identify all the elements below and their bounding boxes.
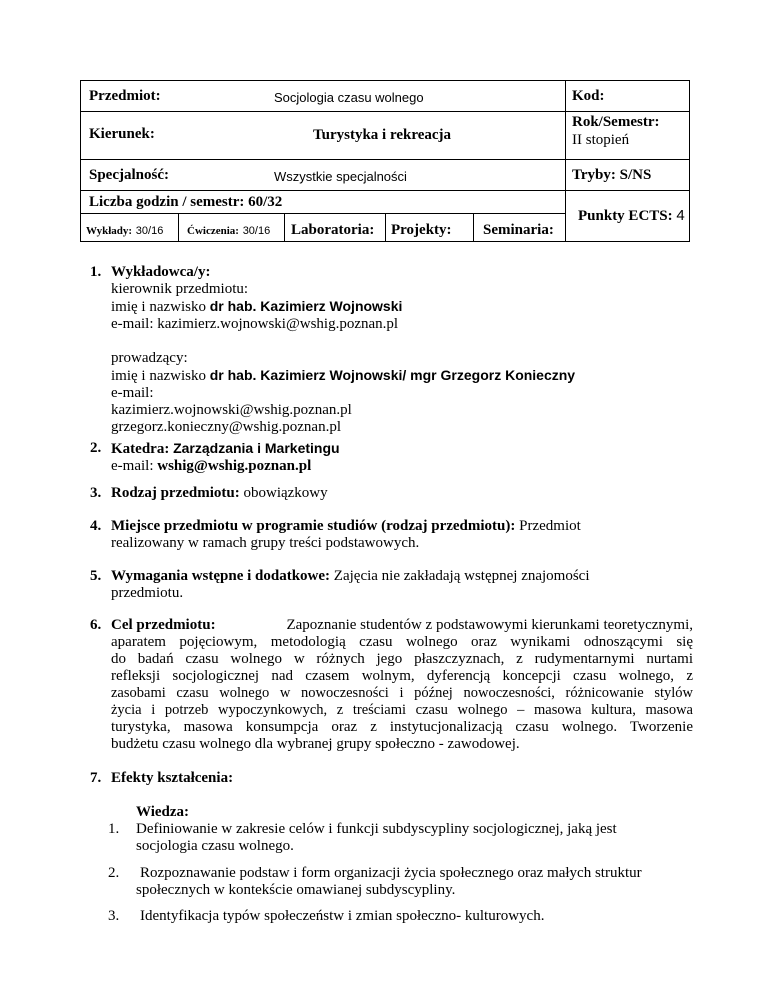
- section-title: Wykładowca/y:: [111, 264, 211, 280]
- seminaria-label: Seminaria:: [483, 222, 554, 238]
- kod-label: Kod:: [572, 88, 605, 104]
- wyklady-label: Wykłady:: [86, 225, 133, 237]
- section-title: Katedra:: [111, 441, 170, 457]
- outcome-text: socjologia czasu wolnego.: [136, 838, 294, 854]
- projekty-label: Projekty:: [391, 222, 452, 238]
- leader-name: dr hab. Kazimierz Wojnowski: [209, 298, 403, 314]
- leader-name-line: [111, 298, 691, 316]
- goal-line: aparatem pojęciowym, metodologią czasu wolnego oraz wynikami odnoszącymi się: [111, 634, 693, 650]
- section-number: 3.: [90, 485, 102, 501]
- wyklady-cell: [86, 222, 163, 240]
- section-number: 5.: [90, 568, 102, 584]
- wyklady-value: 30/16: [135, 225, 164, 237]
- kierunek-value: Turystyka i rekreacja: [313, 127, 452, 143]
- kierunek-label: Kierunek:: [89, 126, 155, 142]
- section-course-goal: [90, 617, 693, 753]
- leader-label: kierownik przedmiotu:: [111, 281, 249, 297]
- outcome-text: Definiowanie w zakresie celów i funkcji subdyscypliny socjologicznej, jaką jest: [136, 821, 617, 837]
- outcome-number: 1.: [108, 821, 120, 837]
- section-number: 7.: [90, 770, 102, 786]
- instructor-email-2: grzegorz.konieczny@wshig.poznan.pl: [111, 419, 341, 435]
- przedmiot-label: Przedmiot:: [89, 88, 161, 104]
- section-title: Cel przedmiotu:: [111, 617, 216, 633]
- specjalnosc-value: Wszystkie specjalności: [274, 169, 407, 184]
- place-value-1: Przedmiot: [519, 518, 581, 534]
- email-label: e-mail:: [111, 458, 154, 474]
- rok-semestr-label: Rok/Semestr:: [572, 114, 660, 130]
- section-number: 4.: [90, 518, 102, 534]
- leader-email: e-mail: kazimierz.wojnowski@wshig.poznan.pl: [111, 316, 399, 332]
- knowledge-heading: Wiedza:: [136, 804, 190, 820]
- place-value-2: realizowany w ramach grupy treści podstawowych.: [111, 535, 420, 551]
- cwiczenia-value: 30/16: [242, 225, 271, 237]
- section-department: [90, 440, 691, 475]
- department-email: wshig@wshig.poznan.pl: [157, 458, 312, 474]
- cwiczenia-label: Ćwiczenia:: [187, 225, 239, 237]
- rok-semestr-value: II stopień: [572, 132, 630, 148]
- section-title: Wymagania wstępne i dodatkowe:: [111, 568, 331, 584]
- section-number: 1.: [90, 264, 102, 280]
- name-prefix: imię i nazwisko: [111, 368, 206, 384]
- outcome-text: Identyfikacja typów społeczeństw i zmian społeczno- kulturowych.: [140, 908, 545, 924]
- section-title: Rodzaj przedmiotu:: [111, 485, 240, 501]
- section-learning-outcomes: [90, 770, 691, 787]
- instructors-name-line: [111, 367, 691, 385]
- outcome-number: 3.: [108, 908, 120, 924]
- instructor-email-1: kazimierz.wojnowski@wshig.poznan.pl: [111, 402, 352, 418]
- section-place-in-program: [90, 518, 691, 552]
- name-prefix: imię i nazwisko: [111, 299, 206, 315]
- ects-cell: [578, 207, 685, 225]
- goal-line: turystyka, masowa konsumpcja oraz z instytucjonalizacją czasu wolnego. Tworzenie: [111, 719, 693, 735]
- section-number: 6.: [90, 617, 102, 633]
- liczba-godzin: Liczba godzin / semestr: 60/32: [89, 194, 283, 210]
- section-course-type: [90, 485, 691, 502]
- goal-line: do badań czasu wolnego w różnych jego płaszczyznach, z rudymentarnymi nurtami: [111, 651, 693, 667]
- cwiczenia-cell: [187, 222, 270, 240]
- section-number: 2.: [90, 440, 102, 456]
- department-email-line: [111, 458, 691, 475]
- goal-line: Zapoznanie studentów z podstawowymi kierunkami teoretycznymi,: [286, 617, 693, 633]
- prereq-value-1: Zajęcia nie zakładają wstępnej znajomości: [333, 568, 590, 584]
- laboratoria-label: Laboratoria:: [291, 222, 375, 238]
- ects-value: 4: [676, 207, 685, 224]
- section-lecturers: [90, 264, 691, 436]
- course-type-value: obowiązkowy: [243, 485, 328, 501]
- outcome-text: społecznych w kontekście omawianej subdyscypliny.: [136, 882, 456, 898]
- przedmiot-value: Socjologia czasu wolnego: [274, 90, 424, 105]
- goal-line: życia i potrzeb wypoczynkowych, z treściami czasu wolnego – masowa kultura, masowa: [111, 702, 693, 718]
- goal-line: refleksji socjologicznej nad czasem wolnym, dyferencją koncepcji czasu wolnego, z: [111, 668, 693, 684]
- department-name: Zarządzania i Marketingu: [173, 440, 340, 456]
- section-title: Efekty kształcenia:: [111, 770, 234, 786]
- instructors-email-label: e-mail:: [111, 385, 154, 401]
- section-prerequisites: [90, 568, 691, 602]
- section-title: Miejsce przedmiotu w programie studiów (rodzaj przedmiotu):: [111, 518, 516, 534]
- prereq-value-2: przedmiotu.: [111, 585, 184, 601]
- course-header-table: [80, 80, 690, 242]
- instructors-names: dr hab. Kazimierz Wojnowski/ mgr Grzegorz Konieczny: [209, 367, 576, 383]
- specjalnosc-label: Specjalność:: [89, 167, 169, 183]
- goal-line: budżetu czasu wolnego dla wybranej grupy społeczno - zawodowej.: [111, 736, 520, 752]
- instructors-label: prowadzący:: [111, 350, 188, 366]
- department-line: [111, 440, 691, 458]
- outcome-number: 2.: [108, 865, 120, 881]
- tryby-value: Tryby: S/NS: [572, 167, 652, 183]
- ects-label: Punkty ECTS:: [578, 208, 673, 224]
- goal-line: zasobami czasu wolnego w nowoczesności i późnej nowoczesności, różnicowanie stylów: [111, 685, 693, 701]
- outcome-text: Rozpoznawanie podstaw i form organizacji życia społecznego oraz małych struktur: [140, 865, 642, 881]
